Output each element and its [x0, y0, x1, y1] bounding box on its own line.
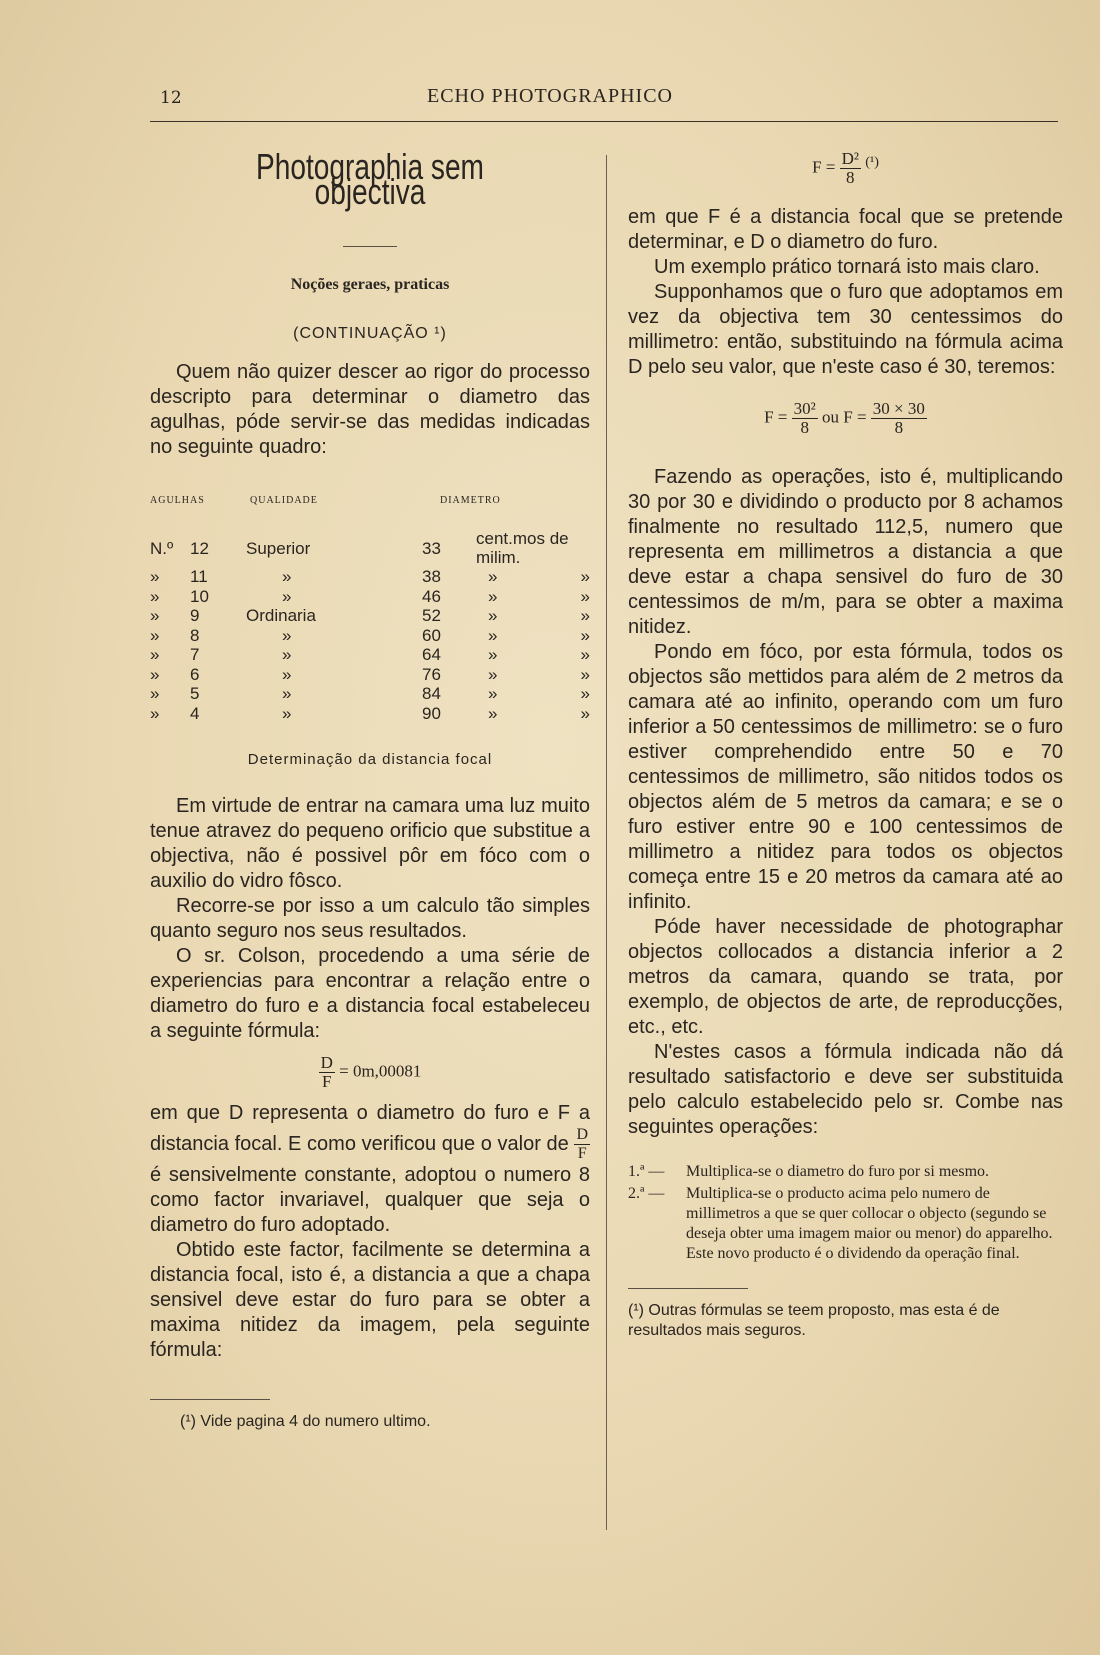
fraction	[792, 400, 818, 437]
continuation-label: (CONTINUAÇÃO ¹)	[293, 325, 447, 342]
cell: 46	[422, 586, 441, 606]
fraction	[840, 150, 861, 187]
cell: »	[488, 567, 498, 587]
cell: 7	[190, 645, 200, 665]
right-column	[628, 150, 1063, 1341]
footnote-mark: (¹)	[865, 154, 879, 170]
cell: 9	[190, 606, 200, 626]
numerator: D	[320, 1053, 333, 1072]
paragraph: Obtido este factor, facilmente se determina a distancia focal, isto é, a distancia a que a chapa sensivel deve estar do furo para se obter a maxima nitidez da imagem, pela seguinte fórmula:	[150, 1239, 590, 1361]
article-title: Photographia sem objectiva	[256, 146, 484, 212]
table-row	[150, 587, 590, 607]
cell: 11	[190, 567, 208, 587]
cell: »	[580, 703, 590, 723]
cell: »	[150, 567, 160, 587]
cell: 64	[422, 645, 441, 665]
list-item	[628, 1184, 1063, 1264]
footnote-rule	[628, 1288, 748, 1289]
article-subtitle: Noções geraes, praticas	[290, 276, 450, 293]
cell: N.º	[150, 538, 174, 558]
cell: Ordinaria	[246, 606, 316, 626]
footnote-rule	[150, 1399, 270, 1400]
cell: 90	[422, 703, 441, 723]
denominator: 8	[846, 168, 855, 188]
list-number: 2.ª —	[628, 1185, 665, 1203]
title-rule	[343, 246, 397, 247]
cell: 84	[422, 684, 441, 704]
paragraph-text: em que D representa o diametro do furo e F a distancia focal. E como verificou que o valor de	[150, 1102, 590, 1155]
table-row	[150, 665, 590, 685]
operations-list	[628, 1162, 1063, 1264]
cell: 12	[190, 538, 209, 558]
cell: 33	[422, 538, 441, 558]
denominator: F	[577, 1145, 587, 1162]
paragraph-text: é sensivelmente constante, adoptou o numero 8 como factor invariavel, qualquer que seja o diametro do furo adoptado.	[150, 1164, 590, 1236]
inline-fraction	[574, 1126, 590, 1163]
cell: »	[150, 664, 160, 684]
paragraph: em que F é a distancia focal que se pretende determinar, e D o diametro do furo.	[628, 206, 1063, 254]
col-header-agulhas: AGULHAS	[150, 495, 205, 506]
cell: »	[488, 586, 498, 606]
cell: 76	[422, 664, 441, 684]
cell: cent.mos de milim.	[476, 529, 569, 567]
formula-lhs: F =	[764, 407, 788, 427]
paragraph: Pondo em fóco, por esta fórmula, todos os objectos são mettidos para além de 2 metros da camara até ao infinito, operando com um furo inferior a 50 centessimos de millimetro: se o furo estiver comprehendido entre 50 e 70 centessimos de millimetro, são nitidos todos os objectos além de 5 metros da camara; e se o furo estiver entre 90 e 100 centessimos de millimetro a nitidez para todos os objectos começa entre 15 e 20 metros da camara até ao infinito.	[628, 641, 1063, 914]
cell: »	[488, 606, 498, 626]
numerator: 30²	[793, 399, 816, 419]
col-header-diametro: DIAMETRO	[440, 495, 501, 506]
cell: »	[488, 625, 498, 645]
paragraph: Fazendo as operações, isto é, multiplicando 30 por 30 e dividindo o producto por 8 achamos finalmente no resultado 112,5, numero que representa em millimetros a distancia a que deve estar a chapa sensivel do furo de 30 centessimos de m/m, para se obter a maxima nitidez.	[628, 466, 1063, 639]
paragraph: Recorre-se por isso a um calculo tão simples quanto seguro nos seus resultados.	[150, 895, 590, 942]
cell: »	[150, 684, 160, 704]
page-number: 12	[160, 88, 182, 108]
formula-example	[628, 400, 1063, 437]
table-row	[150, 645, 590, 665]
table-row	[150, 626, 590, 646]
list-text: Multiplica-se o producto acima pelo numero de millimetros a que se quer collocar o objecto (segundo se deseja obter uma imagem maior ou menor) do apparelho. Este novo producto é o dividendo da operação final.	[686, 1185, 1053, 1263]
table-row	[150, 606, 590, 626]
formula-mid: ou F =	[822, 407, 867, 427]
table-row	[150, 684, 590, 704]
paragraph: N'estes casos a fórmula indicada não dá resultado satisfactorio e deve ser substituida pelo calculo estabelecido pelo sr. Combe nas seguintes operações:	[628, 1041, 1063, 1139]
denominator: F	[321, 1072, 332, 1091]
formula-focal	[628, 150, 1063, 187]
cell: »	[580, 684, 590, 704]
cell: »	[282, 625, 292, 645]
cell: »	[580, 664, 590, 684]
cell: »	[488, 664, 498, 684]
table-row	[150, 704, 590, 724]
numerator: D²	[841, 149, 859, 169]
cell: 60	[422, 625, 441, 645]
cell: 10	[190, 586, 209, 606]
formula-colson	[150, 1054, 590, 1091]
numerator: D	[576, 1126, 588, 1143]
list-number: 1.ª —	[628, 1163, 665, 1181]
paragraph: O sr. Colson, procedendo a uma série de experiencias para encontrar a relação entre o diametro do furo e a distancia focal estabeleceu a seguinte fórmula:	[150, 945, 590, 1042]
cell: »	[150, 606, 160, 626]
cell: »	[488, 703, 498, 723]
paragraph	[150, 1101, 590, 1238]
table-header	[150, 488, 590, 513]
paragraph: Um exemplo prático tornará isto mais claro.	[654, 256, 1040, 279]
needle-table	[150, 529, 590, 723]
header-rule	[150, 121, 1058, 122]
cell: »	[580, 567, 590, 587]
cell: »	[150, 703, 160, 723]
left-column	[150, 146, 590, 1432]
cell: »	[488, 684, 498, 704]
footnote: (¹) Vide pagina 4 do numero ultimo.	[180, 1413, 431, 1430]
fraction	[319, 1054, 335, 1091]
cell: »	[282, 684, 292, 704]
footnote: (¹) Outras fórmulas se teem proposto, mas esta é de resultados mais seguros.	[628, 1302, 1000, 1340]
cell: »	[580, 586, 590, 606]
table-row	[150, 567, 590, 587]
cell: 52	[422, 606, 441, 626]
denominator: 8	[800, 418, 809, 438]
intro-paragraph: Quem não quizer descer ao rigor do processo descripto para determinar o diametro das agulhas, póde servir-se das medidas indicadas no seguinte quadro:	[150, 361, 590, 458]
cell: 4	[190, 703, 200, 723]
numerator: 30 × 30	[872, 399, 925, 419]
cell: 6	[190, 664, 200, 684]
cell: 5	[190, 684, 200, 704]
cell: »	[282, 664, 292, 684]
denominator: 8	[894, 418, 904, 438]
fraction	[871, 400, 927, 437]
paragraph: Em virtude de entrar na camara uma luz muito tenue atravez do pequeno orificio que substitue a objectiva, não é possivel pôr em fóco com o auxilio do vidro fôsco.	[150, 795, 590, 892]
cell: »	[150, 586, 160, 606]
cell: »	[580, 625, 590, 645]
running-title: ECHO PHOTOGRAPHICO	[427, 85, 673, 107]
list-text: Multiplica-se o diametro do furo por si mesmo.	[686, 1163, 990, 1181]
paragraph: Supponhamos que o furo que adoptamos em vez da objectiva tem 30 centessimos do millimetro: então, substituindo na fórmula acima D pelo seu valor, que n'este caso é 30, teremos:	[628, 281, 1063, 379]
table-row	[150, 529, 590, 567]
cell: »	[150, 625, 160, 645]
cell: »	[580, 606, 590, 626]
list-item	[628, 1162, 1063, 1182]
paragraph: Póde haver necessidade de photographar objectos collocados a distancia inferior a 2 metros da camara, quando se trata, por exemplo, de objectos de arte, de reproducções, etc., etc.	[628, 916, 1063, 1039]
cell: »	[282, 645, 292, 665]
cell: »	[282, 586, 292, 606]
formula-rhs: = 0m,00081	[339, 1061, 422, 1081]
col-header-qualidade: QUALIDADE	[250, 495, 318, 506]
cell: 8	[190, 625, 200, 645]
cell: »	[488, 645, 498, 665]
cell: »	[150, 645, 160, 665]
cell: 38	[422, 567, 441, 587]
column-divider	[606, 155, 607, 1530]
cell: »	[282, 703, 292, 723]
section-heading: Determinação da distancia focal	[247, 751, 493, 768]
formula-lhs: F =	[812, 157, 836, 177]
cell: Superior	[246, 538, 311, 558]
cell: »	[282, 567, 292, 587]
cell: »	[580, 645, 590, 665]
